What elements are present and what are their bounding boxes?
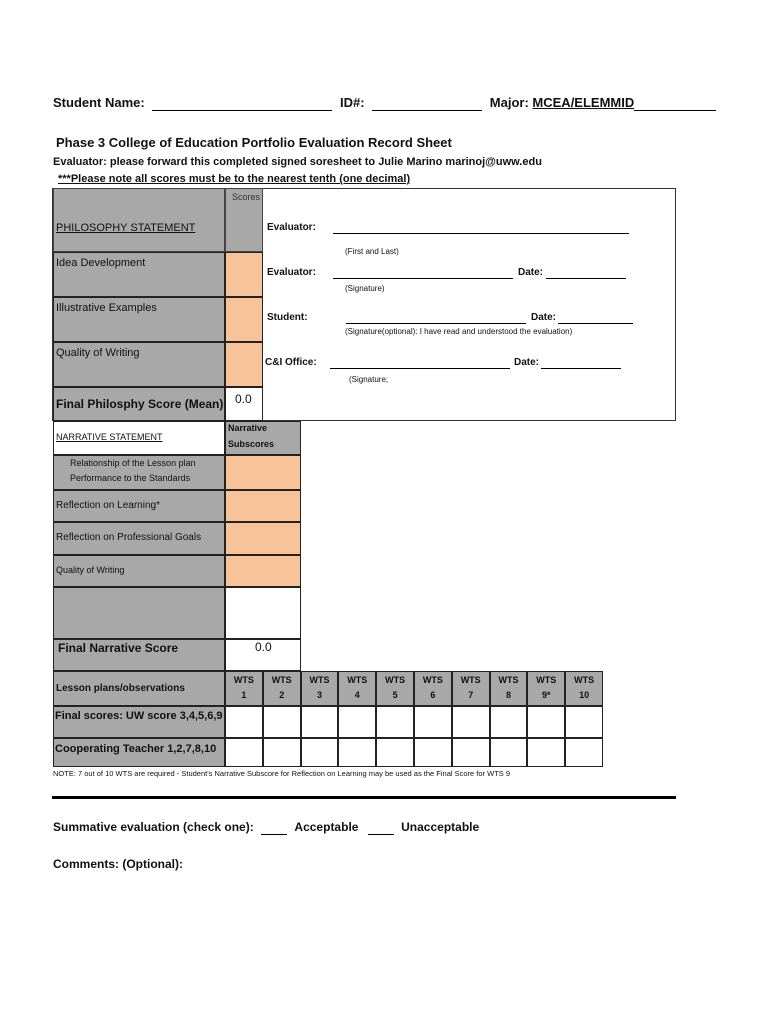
philosophy-score-input[interactable] bbox=[225, 297, 263, 342]
student-label: Student: bbox=[267, 312, 308, 323]
philosophy-final-value: 0.0 bbox=[235, 392, 252, 406]
wts-coop-score-cell[interactable] bbox=[376, 738, 414, 767]
narrative-final-value: 0.0 bbox=[255, 640, 272, 654]
wts-header-top: WTS bbox=[347, 675, 368, 685]
wts-header-top: WTS bbox=[574, 675, 595, 685]
philosophy-section-label: PHILOSOPHY STATEMENT bbox=[56, 222, 196, 234]
narrative-blank-gray bbox=[53, 587, 225, 639]
major-value: MCEA/ELEMMID bbox=[532, 95, 635, 110]
wts-coop-score-cell[interactable] bbox=[527, 738, 565, 767]
evaluator2-date-field[interactable] bbox=[546, 264, 626, 279]
evaluator1-caption: (First and Last) bbox=[345, 247, 399, 256]
philosophy-label-cell bbox=[53, 188, 225, 252]
philosophy-score-input[interactable] bbox=[225, 252, 263, 297]
decimal-note: ***Please note all scores must be to the nearest tenth (one decimal) bbox=[58, 173, 411, 185]
ci-office-caption: (Signature; bbox=[349, 375, 389, 384]
wts-uw-score-cell[interactable] bbox=[263, 706, 301, 738]
philosophy-score-input[interactable] bbox=[225, 342, 263, 387]
narrative-subscores-header-2: Subscores bbox=[228, 439, 275, 449]
coop-label: Cooperating Teacher 1,2,7,8,10 bbox=[55, 743, 217, 755]
wts-header-number: 4 bbox=[354, 690, 360, 700]
major-field-extra[interactable] bbox=[634, 95, 716, 111]
wts-header-number: 5 bbox=[392, 690, 398, 700]
wts-uw-score-cell[interactable] bbox=[414, 706, 452, 738]
wts-header-top: WTS bbox=[422, 675, 443, 685]
wts-header-cell bbox=[225, 671, 263, 706]
instructions-text: Evaluator: please forward this completed signed soresheet to Julie Marino marinoj@uww.edu bbox=[53, 156, 542, 168]
narrative-row-4-label: Quality of Writing bbox=[56, 565, 125, 575]
narrative-subscore-input[interactable] bbox=[225, 522, 301, 555]
evaluator2-date-label: Date: bbox=[518, 267, 544, 278]
wts-header-number: 8 bbox=[505, 690, 511, 700]
narrative-subscore-input[interactable] bbox=[225, 455, 301, 490]
wts-header-top: WTS bbox=[385, 675, 406, 685]
comments-label: Comments: (Optional): bbox=[53, 857, 183, 871]
wts-uw-score-cell[interactable] bbox=[527, 706, 565, 738]
wts-header-cell bbox=[452, 671, 490, 706]
wts-header-top: WTS bbox=[309, 675, 330, 685]
narrative-row-1-line-2: Performance to the Standards bbox=[70, 473, 191, 483]
wts-header-top: WTS bbox=[233, 675, 254, 685]
student-name-label: Student Name: bbox=[53, 95, 145, 110]
wts-header-cell bbox=[490, 671, 528, 706]
student-date-label: Date: bbox=[531, 312, 557, 323]
ci-office-date-label: Date: bbox=[514, 357, 540, 368]
unacceptable-label: Unacceptable bbox=[401, 820, 480, 834]
wts-coop-score-cell[interactable] bbox=[565, 738, 603, 767]
wts-uw-score-cell[interactable] bbox=[225, 706, 263, 738]
wts-header-number: 10 bbox=[579, 690, 590, 700]
wts-uw-score-cell[interactable] bbox=[301, 706, 339, 738]
student-name-field[interactable] bbox=[152, 95, 332, 111]
narrative-subscore-input[interactable] bbox=[225, 490, 301, 522]
wts-coop-score-cell[interactable] bbox=[452, 738, 490, 767]
divider bbox=[52, 796, 676, 799]
wts-coop-score-cell[interactable] bbox=[225, 738, 263, 767]
summative-row bbox=[53, 820, 479, 835]
wts-header-number: 2 bbox=[279, 690, 285, 700]
narrative-subscores-header-1: Narrative bbox=[228, 423, 268, 433]
student-header-row bbox=[53, 95, 716, 111]
wts-coop-score-cell[interactable] bbox=[490, 738, 528, 767]
wts-uw-score-cell[interactable] bbox=[565, 706, 603, 738]
narrative-section-label: NARRATIVE STATEMENT bbox=[56, 432, 163, 442]
wts-header-number: 9* bbox=[542, 690, 551, 700]
student-signature-field[interactable] bbox=[346, 309, 526, 324]
narrative-row-1-line-1: Relationship of the Lesson plan bbox=[70, 458, 196, 468]
wts-header-number: 1 bbox=[241, 690, 247, 700]
evaluator1-name-field[interactable] bbox=[333, 219, 629, 234]
major-label: Major: bbox=[489, 95, 529, 110]
wts-header-cell bbox=[338, 671, 376, 706]
wts-header-top: WTS bbox=[498, 675, 519, 685]
student-date-field[interactable] bbox=[558, 309, 633, 324]
philosophy-row-label: Illustrative Examples bbox=[56, 302, 157, 314]
wts-note: NOTE: 7 out of 10 WTS are required - Student's Narrative Subscore for Reflection on Learning may be used as the Final Score for WTS 9 bbox=[53, 769, 511, 778]
wts-header-number: 3 bbox=[316, 690, 322, 700]
wts-uw-score-cell[interactable] bbox=[338, 706, 376, 738]
wts-coop-score-cell[interactable] bbox=[414, 738, 452, 767]
philosophy-row-label: Quality of Writing bbox=[56, 347, 140, 359]
narrative-subscore-input[interactable] bbox=[225, 555, 301, 587]
philosophy-final-label: Final Philosphy Score (Mean) bbox=[56, 397, 224, 411]
final-uw-label: Final scores: UW score 3,4,5,6,9 bbox=[55, 710, 223, 722]
narrative-row-3-label: Reflection on Professional Goals bbox=[56, 532, 202, 543]
id-label: ID#: bbox=[339, 95, 365, 110]
wts-coop-score-cell[interactable] bbox=[263, 738, 301, 767]
wts-header-cell bbox=[527, 671, 565, 706]
id-field[interactable] bbox=[372, 95, 482, 111]
wts-row-label: Lesson plans/observations bbox=[56, 683, 185, 694]
summative-label: Summative evaluation (check one): bbox=[53, 820, 254, 834]
evaluator2-signature-field[interactable] bbox=[333, 264, 513, 279]
evaluator2-label: Evaluator: bbox=[267, 267, 316, 278]
scores-header: Scores bbox=[232, 192, 261, 202]
evaluator2-caption: (Signature) bbox=[345, 284, 385, 293]
wts-uw-score-cell[interactable] bbox=[490, 706, 528, 738]
acceptable-check-field[interactable] bbox=[261, 820, 287, 835]
ci-office-signature-field[interactable] bbox=[330, 354, 510, 369]
philosophy-row-label: Idea Development bbox=[56, 257, 146, 269]
narrative-blank-white bbox=[225, 587, 301, 639]
page-title: Phase 3 College of Education Portfolio Evaluation Record Sheet bbox=[56, 135, 452, 150]
narrative-final-label: Final Narrative Score bbox=[58, 641, 179, 655]
acceptable-label: Acceptable bbox=[294, 820, 359, 834]
wts-header-cell bbox=[301, 671, 339, 706]
wts-header-number: 6 bbox=[430, 690, 436, 700]
narrative-row-2-label: Reflection on Learning* bbox=[56, 500, 160, 511]
ci-office-label: C&I Office: bbox=[265, 357, 317, 368]
ci-office-date-field[interactable] bbox=[541, 354, 621, 369]
wts-header-cell bbox=[376, 671, 414, 706]
wts-header-number: 7 bbox=[468, 690, 474, 700]
wts-uw-score-cell[interactable] bbox=[376, 706, 414, 738]
wts-coop-score-cell[interactable] bbox=[301, 738, 339, 767]
wts-header-cell bbox=[263, 671, 301, 706]
wts-header-top: WTS bbox=[536, 675, 557, 685]
wts-header-cell bbox=[565, 671, 603, 706]
unacceptable-check-field[interactable] bbox=[368, 820, 394, 835]
wts-uw-score-cell[interactable] bbox=[452, 706, 490, 738]
wts-coop-score-cell[interactable] bbox=[338, 738, 376, 767]
evaluator1-label: Evaluator: bbox=[267, 222, 316, 233]
wts-header-top: WTS bbox=[460, 675, 481, 685]
wts-header-top: WTS bbox=[271, 675, 292, 685]
wts-header-cell bbox=[414, 671, 452, 706]
student-caption: (Signature(optional): I have read and understood the evaluation) bbox=[345, 327, 573, 336]
